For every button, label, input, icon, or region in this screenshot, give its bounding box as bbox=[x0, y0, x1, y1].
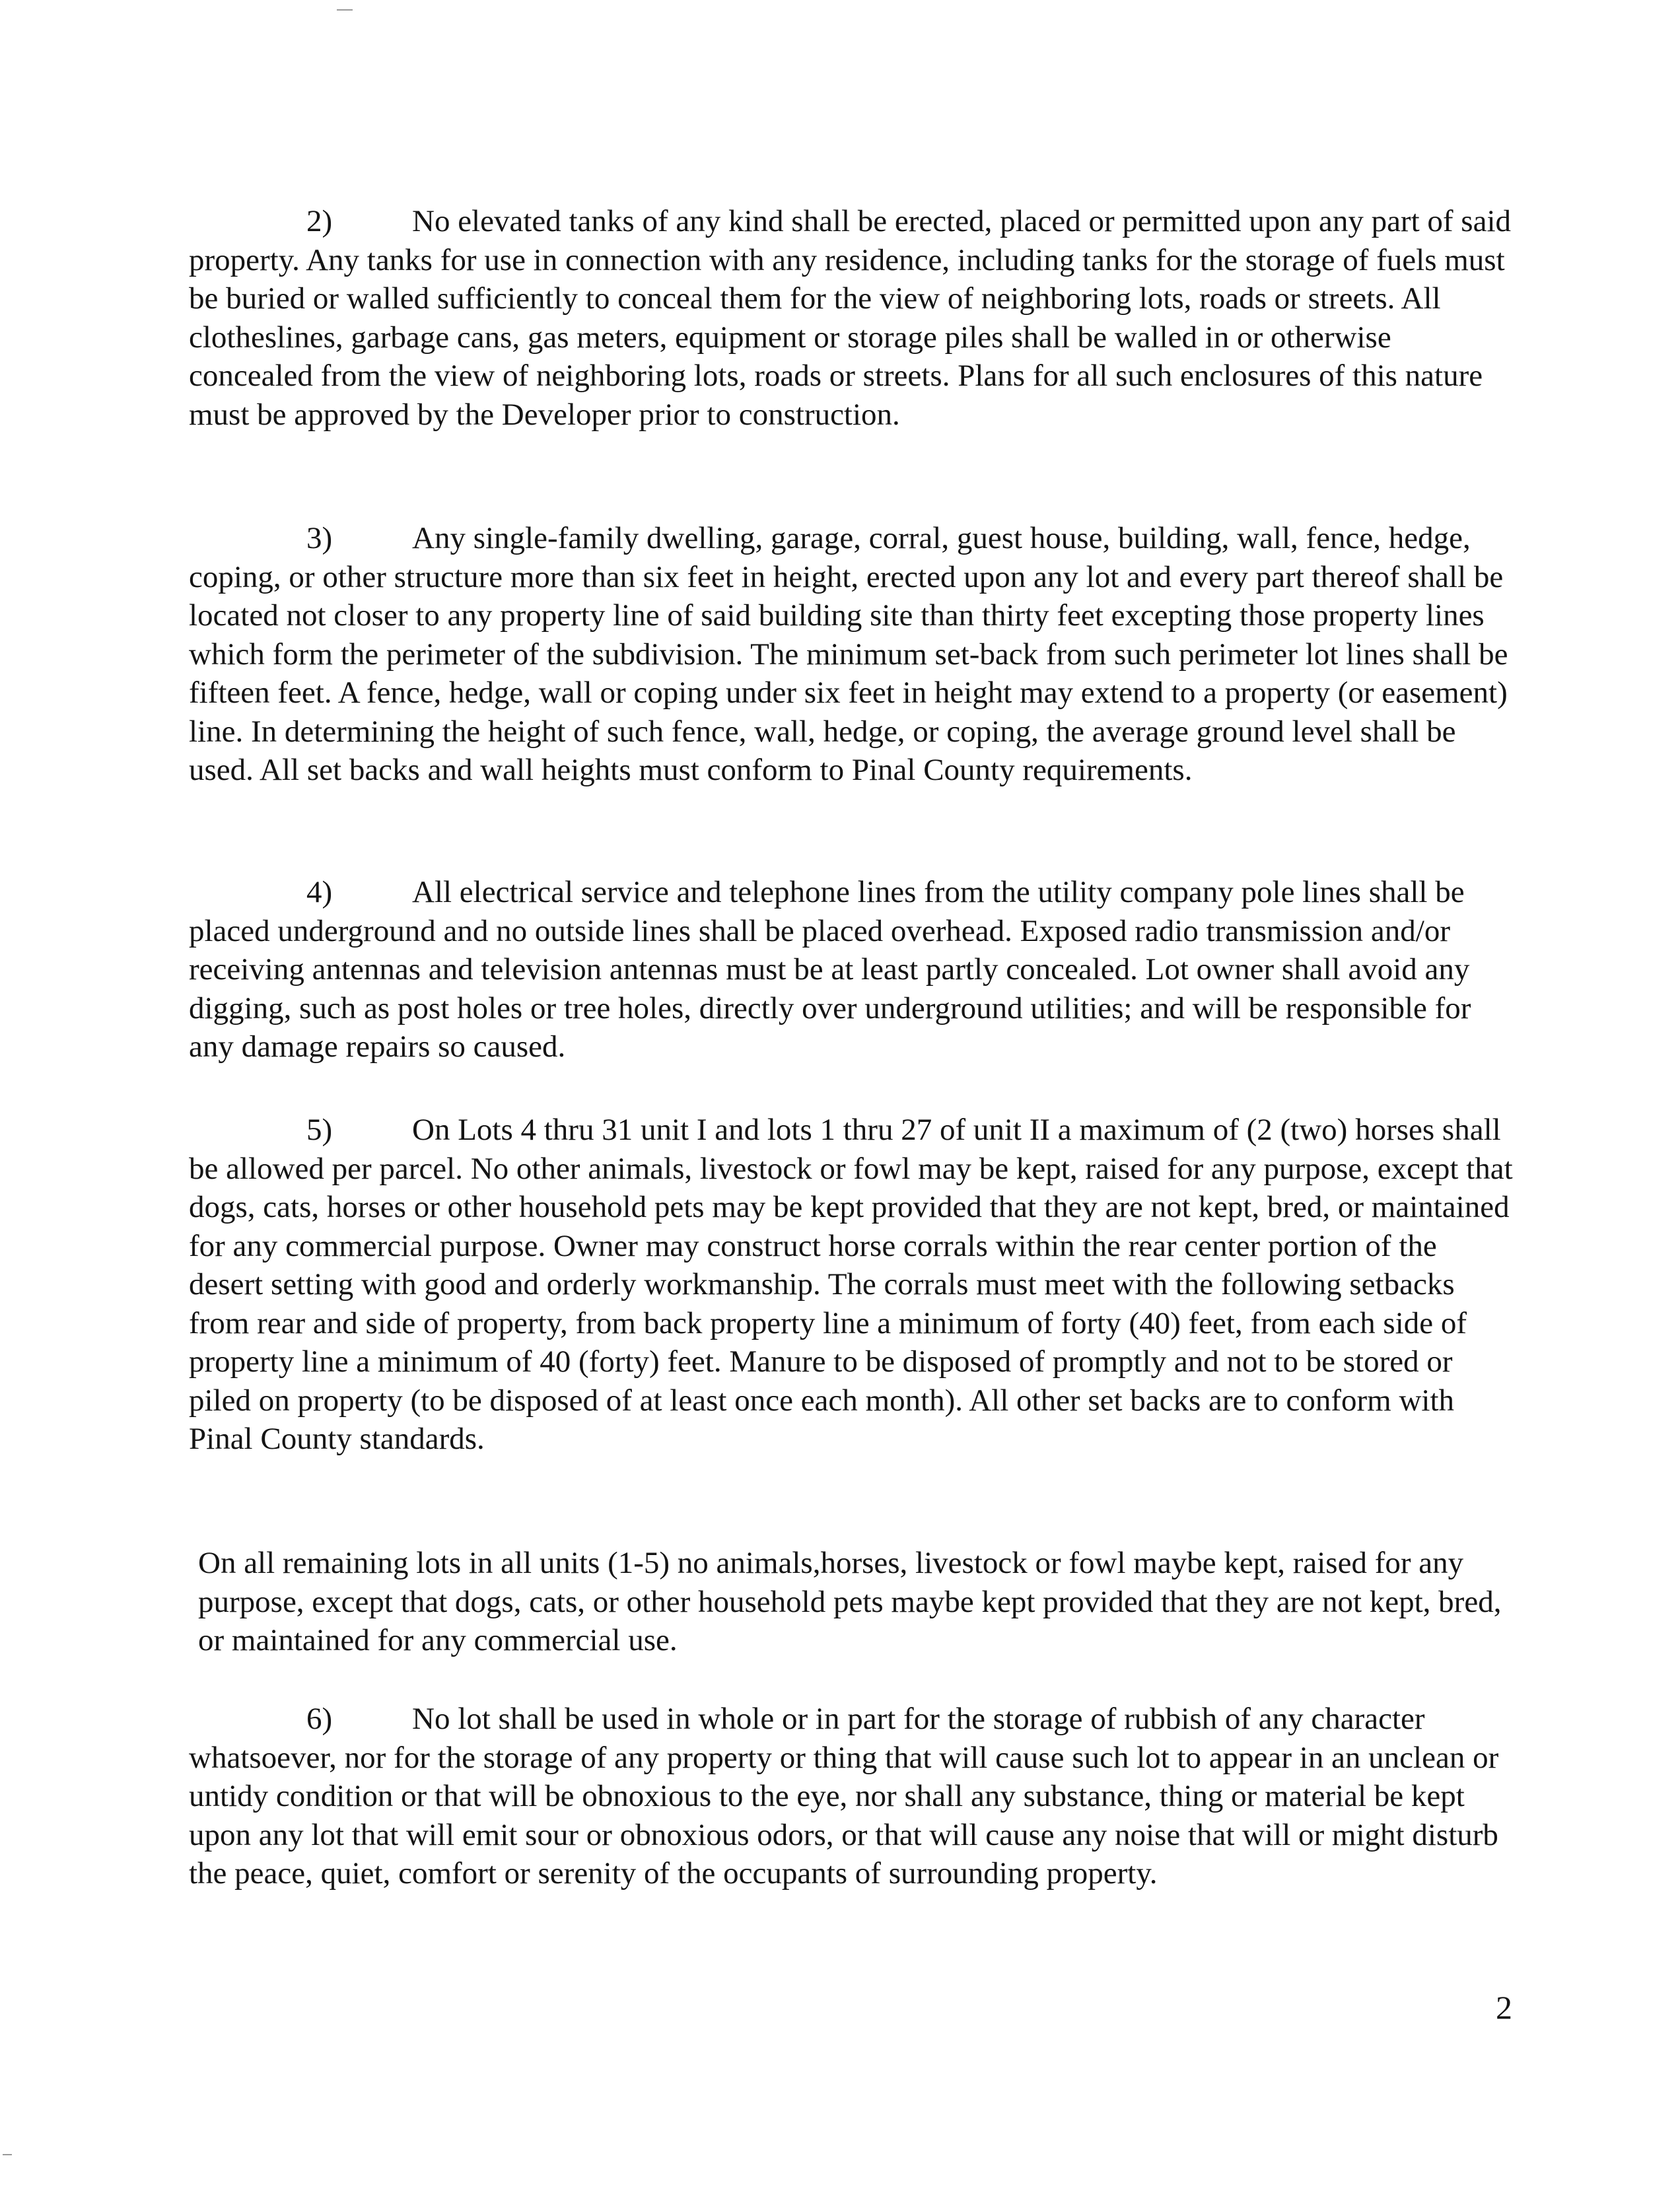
paragraph-5-continuation bbox=[198, 1544, 1516, 1660]
paragraph-5 bbox=[189, 1111, 1516, 1459]
paragraph-text: No elevated tanks of any kind shall be erected, placed or permitted upon any part of said property. Any tanks for use in connection with any residence, including tanks for the storage of fuels must be buried or walled sufficiently to conceal them for the view of neighboring lots, roads or streets. All clotheslines, garbage cans, gas meters, equipment or storage piles shall be walled in or otherwise concealed from the view of neighboring lots, roads or streets. Plans for all such enclosures of this nature must be approved by the Developer prior to construction. bbox=[189, 204, 1512, 432]
paragraph-number: 4) bbox=[306, 875, 333, 909]
paragraph-2 bbox=[189, 202, 1516, 434]
paragraph-number: 3) bbox=[306, 521, 333, 555]
paragraph-6 bbox=[189, 1700, 1516, 1893]
page-number: 2 bbox=[1496, 1989, 1512, 2026]
paragraph-3 bbox=[189, 519, 1516, 790]
paragraph-number: 2) bbox=[306, 204, 333, 238]
paragraph-text: No lot shall be used in whole or in part for the storage of rubbish of any character whatsoever, nor for the storage of any property or thing that will cause such lot to appear in an unclean or untidy condition or that will be obnoxious to the eye, nor shall any substance, thing or material be kept upon any lot that will emit sour or obnoxious odors, or that will cause any noise that will or might disturb the peace, quiet, comfort or serenity of the occupants of surrounding property. bbox=[189, 1702, 1499, 1891]
paragraph-number: 5) bbox=[306, 1113, 333, 1147]
paragraph-text: On Lots 4 thru 31 unit I and lots 1 thru 27 of unit II a maximum of (2 (two) horses shall be allowed per parcel. No other animals, livestock or fowl may be kept, raised for any purpose, except that dogs, cats, horses or other household pets may be kept provided that they are not kept, bred, or maintained for any commercial purpose. Owner may construct horse corrals within the rear center portion of the desert setting with good and orderly workmanship. The corrals must meet with the following setbacks from rear and side of property, from back property line a minimum of forty (40) feet, from each side of property line a minimum of 40 (forty) feet. Manure to be disposed of promptly and not to be stored or piled on property (to be disposed of at least once each month). All other set backs are to conform with Pinal County standards. bbox=[189, 1113, 1513, 1456]
scan-artifact bbox=[337, 9, 353, 11]
paragraph-4 bbox=[189, 873, 1516, 1066]
paragraph-text: On all remaining lots in all units (1-5) no animals,horses, livestock or fowl maybe kept, raised for any purpose, except that dogs, cats, or other household pets maybe kept provided that they are not kept, bred, or maintained for any commercial use. bbox=[198, 1546, 1502, 1657]
paragraph-number: 6) bbox=[306, 1702, 333, 1736]
paragraph-text: Any single-family dwelling, garage, corral, guest house, building, wall, fence, hedge, coping, or other structure more than six feet in height, erected upon any lot and every part thereof shall be located not closer to any property line of said building site than thirty feet excepting those property lines which form the perimeter of the subdivision. The minimum set-back from such perimeter lot lines shall be fifteen feet. A fence, hedge, wall or coping under six feet in height may extend to a property (or easement) line. In determining the height of such fence, wall, hedge, or coping, the average ground level shall be used. All set backs and wall heights must conform to Pinal County requirements. bbox=[189, 521, 1508, 787]
paragraph-text: All electrical service and telephone lines from the utility company pole lines shall be placed underground and no outside lines shall be placed overhead. Exposed radio transmission and/or receiving antennas and television antennas must be at least partly concealed. Lot owner shall avoid any digging, such as post holes or tree holes, directly over underground utilities; and will be responsible for any damage repairs so caused. bbox=[189, 875, 1471, 1064]
scan-artifact bbox=[3, 2154, 12, 2155]
